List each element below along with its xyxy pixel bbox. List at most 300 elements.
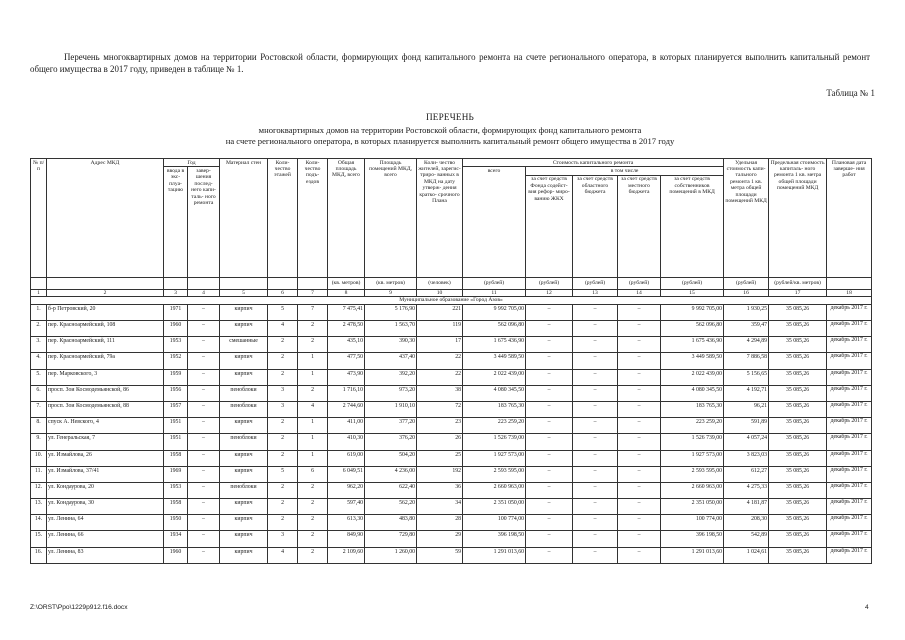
unit-cell: (кв. метров) — [365, 277, 417, 289]
row-cost-owners: 183 765,30 — [661, 401, 724, 417]
row-cost-regional: – — [573, 515, 618, 531]
row-cost-local: – — [618, 321, 661, 337]
row-year-commission: 1959 — [164, 369, 188, 385]
row-cost-total: 9 992 705,00 — [463, 304, 526, 320]
column-number-cell: 5 — [220, 289, 268, 297]
row-premises-area: 5 176,90 — [365, 304, 417, 320]
row-number: 16. — [31, 547, 47, 563]
row-planned-end: декабрь 2017 г. — [827, 337, 872, 353]
footer-file-path: Z:\ORST\Ppo\1229p912.f16.docx — [30, 604, 128, 611]
row-floors: 2 — [268, 369, 298, 385]
row-entrances: 2 — [298, 499, 328, 515]
row-floors: 2 — [268, 434, 298, 450]
row-year-last-repair: – — [188, 337, 220, 353]
row-unit-cost: 1 930,25 — [724, 304, 769, 320]
row-number: 7. — [31, 401, 47, 417]
row-entrances: 1 — [298, 450, 328, 466]
row-cost-local: – — [618, 304, 661, 320]
row-unit-cost: 4 057,24 — [724, 434, 769, 450]
row-max-cost: 35 085,26 — [769, 401, 827, 417]
row-entrances: 1 — [298, 418, 328, 434]
row-number: 6. — [31, 385, 47, 401]
row-year-last-repair: – — [188, 450, 220, 466]
row-address: ул. Ленина, 64 — [47, 515, 164, 531]
row-planned-end: декабрь 2017 г. — [827, 466, 872, 482]
row-cost-total: 1 675 436,90 — [463, 337, 526, 353]
row-premises-area: 622,40 — [365, 482, 417, 498]
row-year-last-repair: – — [188, 434, 220, 450]
row-unit-cost: 542,89 — [724, 531, 769, 547]
row-year-commission: 1951 — [164, 434, 188, 450]
row-planned-end: декабрь 2017 г. — [827, 369, 872, 385]
row-year-commission: 1958 — [164, 499, 188, 515]
row-year-last-repair: – — [188, 515, 220, 531]
row-premises-area: 376,20 — [365, 434, 417, 450]
column-number-cell: 12 — [526, 289, 573, 297]
row-year-commission: 1953 — [164, 482, 188, 498]
row-cost-fund: – — [526, 353, 573, 369]
row-premises-area: 973,20 — [365, 385, 417, 401]
row-total-area: 2 744,60 — [328, 401, 365, 417]
row-residents: 59 — [417, 547, 463, 563]
row-residents: 23 — [417, 418, 463, 434]
intro-paragraph: Перечень многоквартирных домов на территории Ростовской области, формирующих фонд капитального ремонта на счете регионального оператора, в которых планируется выполнить капитальный ремонт общего имущества в 2017 году, приведен в таблице № 1. — [30, 52, 870, 75]
row-premises-area: 437,40 — [365, 353, 417, 369]
row-residents: 25 — [417, 450, 463, 466]
row-total-area: 1 716,10 — [328, 385, 365, 401]
row-total-area: 473,90 — [328, 369, 365, 385]
row-premises-area: 377,20 — [365, 418, 417, 434]
row-total-area: 597,40 — [328, 499, 365, 515]
row-cost-total: 2 660 963,00 — [463, 482, 526, 498]
row-cost-fund: – — [526, 418, 573, 434]
row-wall-material: пеноблоки — [220, 401, 268, 417]
row-cost-total: 1 291 013,60 — [463, 547, 526, 563]
row-premises-area: 562,20 — [365, 499, 417, 515]
row-cost-regional: – — [573, 531, 618, 547]
row-total-area: 2 478,50 — [328, 321, 365, 337]
row-max-cost: 35 085,26 — [769, 337, 827, 353]
column-number-cell: 4 — [188, 289, 220, 297]
row-max-cost: 35 085,26 — [769, 369, 827, 385]
row-cost-local: – — [618, 531, 661, 547]
row-planned-end: декабрь 2017 г. — [827, 321, 872, 337]
row-wall-material: кирпич — [220, 321, 268, 337]
row-unit-cost: 4 181,87 — [724, 499, 769, 515]
unit-cell: (рублей) — [463, 277, 526, 289]
row-cost-regional: – — [573, 499, 618, 515]
table-row — [31, 353, 872, 369]
row-cost-owners: 2 593 595,00 — [661, 466, 724, 482]
row-cost-owners: 4 080 345,50 — [661, 385, 724, 401]
column-number-cell: 13 — [573, 289, 618, 297]
row-number: 13. — [31, 499, 47, 515]
row-max-cost: 35 085,26 — [769, 304, 827, 320]
row-unit-cost: 1 024,61 — [724, 547, 769, 563]
unit-cell — [298, 277, 328, 289]
row-unit-cost: 4 294,89 — [724, 337, 769, 353]
row-entrances: 4 — [298, 401, 328, 417]
column-number-cell: 2 — [47, 289, 164, 297]
row-entrances: 2 — [298, 385, 328, 401]
row-cost-fund: – — [526, 401, 573, 417]
row-cost-fund: – — [526, 515, 573, 531]
row-cost-local: – — [618, 499, 661, 515]
row-entrances: 2 — [298, 321, 328, 337]
row-premises-area: 504,20 — [365, 450, 417, 466]
row-total-area: 7 475,41 — [328, 304, 365, 320]
unit-cell: (кв. метров) — [328, 277, 365, 289]
row-address: спуск А. Невского, 4 — [47, 418, 164, 434]
column-number-cell: 15 — [661, 289, 724, 297]
row-unit-cost: 3 823,03 — [724, 450, 769, 466]
row-floors: 2 — [268, 418, 298, 434]
col-header-wall-material: Материал стен — [220, 159, 268, 278]
row-total-area: 2 109,60 — [328, 547, 365, 563]
row-year-commission: 1971 — [164, 304, 188, 320]
column-number-cell: 11 — [463, 289, 526, 297]
row-residents: 22 — [417, 353, 463, 369]
row-residents: 26 — [417, 434, 463, 450]
table-row — [31, 321, 872, 337]
row-cost-local: – — [618, 547, 661, 563]
unit-cell — [47, 277, 164, 289]
row-year-commission: 1952 — [164, 353, 188, 369]
unit-cell — [827, 277, 872, 289]
row-wall-material: кирпич — [220, 418, 268, 434]
document-subtitle — [30, 125, 870, 146]
row-floors: 4 — [268, 321, 298, 337]
row-planned-end: декабрь 2017 г. — [827, 434, 872, 450]
row-total-area: 435,10 — [328, 337, 365, 353]
unit-cell — [188, 277, 220, 289]
row-number: 12. — [31, 482, 47, 498]
row-cost-fund: – — [526, 321, 573, 337]
row-cost-regional: – — [573, 304, 618, 320]
row-cost-owners: 1 675 436,90 — [661, 337, 724, 353]
row-cost-total: 100 774,00 — [463, 515, 526, 531]
row-wall-material: кирпич — [220, 353, 268, 369]
row-cost-regional: – — [573, 337, 618, 353]
row-premises-area: 392,20 — [365, 369, 417, 385]
row-wall-material: кирпич — [220, 369, 268, 385]
row-cost-total: 3 449 589,50 — [463, 353, 526, 369]
row-cost-fund: – — [526, 482, 573, 498]
row-year-last-repair: – — [188, 499, 220, 515]
col-header-planned-end: Плановая дата заверше- ния работ — [827, 159, 872, 278]
row-year-last-repair: – — [188, 385, 220, 401]
table-row — [31, 515, 872, 531]
row-cost-local: – — [618, 482, 661, 498]
row-cost-fund: – — [526, 547, 573, 563]
row-unit-cost: 591,89 — [724, 418, 769, 434]
col-header-including: в том числе — [526, 167, 724, 175]
row-year-last-repair: – — [188, 321, 220, 337]
row-wall-material: пеноблоки — [220, 385, 268, 401]
row-cost-fund: – — [526, 466, 573, 482]
row-cost-total: 2 022 439,00 — [463, 369, 526, 385]
row-floors: 2 — [268, 515, 298, 531]
row-address: просп. Зои Космодемьянской, 88 — [47, 401, 164, 417]
row-cost-local: – — [618, 515, 661, 531]
row-unit-cost: 208,30 — [724, 515, 769, 531]
row-cost-local: – — [618, 337, 661, 353]
row-year-commission: 1956 — [164, 385, 188, 401]
table-row — [31, 499, 872, 515]
unit-cell: (рублей) — [661, 277, 724, 289]
column-number-cell: 9 — [365, 289, 417, 297]
row-year-last-repair: – — [188, 547, 220, 563]
row-floors: 2 — [268, 353, 298, 369]
col-header-cost-regional: за счет средств областного бюджета — [573, 175, 618, 277]
row-residents: 17 — [417, 337, 463, 353]
row-entrances: 1 — [298, 353, 328, 369]
table-row — [31, 482, 872, 498]
row-address: просп. Зои Космодемьянской, 86 — [47, 385, 164, 401]
row-cost-total: 1 526 739,00 — [463, 434, 526, 450]
col-header-max-cost: Предельная стоимость капиталь- ного ремонта 1 кв. метра общей площади помещений МКД — [769, 159, 827, 278]
table-body — [31, 297, 872, 564]
row-address: ул. Кондаурова, 30 — [47, 499, 164, 515]
col-header-address: Адрес МКД — [47, 159, 164, 278]
row-year-commission: 1960 — [164, 321, 188, 337]
row-total-area: 962,20 — [328, 482, 365, 498]
row-address: пер. Марковского, 3 — [47, 369, 164, 385]
row-planned-end: декабрь 2017 г. — [827, 531, 872, 547]
row-unit-cost: 4 192,71 — [724, 385, 769, 401]
table-row — [31, 531, 872, 547]
row-number: 1. — [31, 304, 47, 320]
row-year-commission: 1960 — [164, 547, 188, 563]
column-number-cell: 16 — [724, 289, 769, 297]
column-number-cell: 18 — [827, 289, 872, 297]
table-row — [31, 434, 872, 450]
row-cost-regional: – — [573, 482, 618, 498]
row-cost-fund: – — [526, 385, 573, 401]
row-total-area: 619,00 — [328, 450, 365, 466]
row-cost-owners: 1 291 013,60 — [661, 547, 724, 563]
row-year-last-repair: – — [188, 304, 220, 320]
row-total-area: 613,30 — [328, 515, 365, 531]
table-row — [31, 337, 872, 353]
row-total-area: 849,90 — [328, 531, 365, 547]
row-premises-area: 4 236,00 — [365, 466, 417, 482]
row-max-cost: 35 085,26 — [769, 482, 827, 498]
row-year-last-repair: – — [188, 401, 220, 417]
footer-page-number: 4 — [865, 604, 869, 611]
row-cost-total: 223 259,20 — [463, 418, 526, 434]
row-max-cost: 35 085,26 — [769, 434, 827, 450]
row-planned-end: декабрь 2017 г. — [827, 515, 872, 531]
row-address: ул. Кондаурова, 20 — [47, 482, 164, 498]
row-address: пер. Красноармейский, 79а — [47, 353, 164, 369]
row-residents: 38 — [417, 385, 463, 401]
row-cost-local: – — [618, 418, 661, 434]
row-entrances: 2 — [298, 547, 328, 563]
table-row — [31, 418, 872, 434]
subtitle-line-1: многоквартирных домов на территории Ростовской области, формирующих фонд капитального ремонта — [258, 125, 642, 135]
row-floors: 2 — [268, 337, 298, 353]
row-number: 4. — [31, 353, 47, 369]
col-header-year-last-repair: завер- шения послед- него капи- таль- ного ремонта — [188, 167, 220, 277]
row-floors: 2 — [268, 499, 298, 515]
row-address: ул. Ленина, 66 — [47, 531, 164, 547]
row-cost-owners: 3 449 589,50 — [661, 353, 724, 369]
row-planned-end: декабрь 2017 г. — [827, 401, 872, 417]
row-cost-regional: – — [573, 321, 618, 337]
unit-cell: (рублей) — [526, 277, 573, 289]
document-title: ПЕРЕЧЕНЬ — [425, 112, 475, 122]
row-cost-local: – — [618, 466, 661, 482]
row-cost-fund: – — [526, 434, 573, 450]
row-wall-material: кирпич — [220, 547, 268, 563]
row-cost-regional: – — [573, 418, 618, 434]
row-cost-fund: – — [526, 369, 573, 385]
row-cost-total: 1 927 573,00 — [463, 450, 526, 466]
row-floors: 3 — [268, 385, 298, 401]
row-address: пер. Красноармейский, 111 — [47, 337, 164, 353]
row-residents: 221 — [417, 304, 463, 320]
row-cost-fund: – — [526, 531, 573, 547]
row-max-cost: 35 085,26 — [769, 466, 827, 482]
column-number-cell: 8 — [328, 289, 365, 297]
row-cost-owners: 1 526 739,00 — [661, 434, 724, 450]
row-cost-local: – — [618, 385, 661, 401]
row-address: пер. Красноармейский, 108 — [47, 321, 164, 337]
row-number: 10. — [31, 450, 47, 466]
row-planned-end: декабрь 2017 г. — [827, 450, 872, 466]
row-unit-cost: 7 886,58 — [724, 353, 769, 369]
row-floors: 2 — [268, 450, 298, 466]
row-cost-owners: 9 992 705,00 — [661, 304, 724, 320]
row-total-area: 410,30 — [328, 434, 365, 450]
row-cost-fund: – — [526, 450, 573, 466]
row-wall-material: кирпич — [220, 531, 268, 547]
row-residents: 29 — [417, 531, 463, 547]
col-header-num: № п/п — [31, 159, 47, 278]
row-address: ул. Измайлова, 26 — [47, 450, 164, 466]
row-entrances: 2 — [298, 515, 328, 531]
unit-cell: (рублей) — [573, 277, 618, 289]
row-year-commission: 1951 — [164, 418, 188, 434]
unit-cell: (рублей) — [618, 277, 661, 289]
col-header-year-commission: ввода в экс- плуа- тацию — [164, 167, 188, 277]
row-cost-owners: 100 774,00 — [661, 515, 724, 531]
row-cost-total: 4 080 345,50 — [463, 385, 526, 401]
row-premises-area: 483,80 — [365, 515, 417, 531]
row-max-cost: 35 085,26 — [769, 531, 827, 547]
row-year-commission: 1950 — [164, 515, 188, 531]
row-entrances: 7 — [298, 304, 328, 320]
unit-cell — [31, 277, 47, 289]
row-cost-local: – — [618, 401, 661, 417]
row-wall-material: смешанные — [220, 337, 268, 353]
row-residents: 192 — [417, 466, 463, 482]
col-header-total-area: Общая площадь МКД, всего — [328, 159, 365, 278]
row-max-cost: 35 085,26 — [769, 353, 827, 369]
column-number-cell: 10 — [417, 289, 463, 297]
row-cost-local: – — [618, 450, 661, 466]
housing-register-table — [30, 158, 872, 564]
row-floors: 5 — [268, 304, 298, 320]
column-number-cell: 3 — [164, 289, 188, 297]
row-residents: 119 — [417, 321, 463, 337]
row-unit-cost: 5 156,65 — [724, 369, 769, 385]
units-row — [31, 277, 872, 289]
row-cost-regional: – — [573, 450, 618, 466]
row-year-commission: 1957 — [164, 401, 188, 417]
row-residents: 34 — [417, 499, 463, 515]
row-cost-owners: 2 351 050,00 — [661, 499, 724, 515]
row-residents: 36 — [417, 482, 463, 498]
row-premises-area: 1 260,00 — [365, 547, 417, 563]
subtitle-line-2: на счете регионального оператора, в которых планируется выполнить капитальный ремонт общего имущества в 2017 году — [225, 135, 675, 146]
row-planned-end: декабрь 2017 г. — [827, 499, 872, 515]
row-wall-material: кирпич — [220, 304, 268, 320]
column-number-cell: 14 — [618, 289, 661, 297]
row-year-last-repair: – — [188, 353, 220, 369]
table-row — [31, 450, 872, 466]
col-header-entrances: Коли- чество подъ- ездов — [298, 159, 328, 278]
row-cost-total: 183 765,30 — [463, 401, 526, 417]
unit-cell — [164, 277, 188, 289]
row-cost-local: – — [618, 353, 661, 369]
col-header-premises-area: Площадь помещений МКД, всего — [365, 159, 417, 278]
housing-register-table-wrap — [30, 158, 871, 564]
municipality-name: Муниципальное образование «Город Азов» — [31, 297, 872, 305]
column-number-cell: 7 — [298, 289, 328, 297]
col-header-unit-cost: Удельная стоимость капи- тального ремонта 1 кв. метра общей площади помещений МКД — [724, 159, 769, 278]
row-total-area: 6 049,51 — [328, 466, 365, 482]
row-max-cost: 35 085,26 — [769, 547, 827, 563]
col-header-cost-owners: за счет средств собственников помещений в МКД — [661, 175, 724, 277]
row-unit-cost: 612,27 — [724, 466, 769, 482]
row-max-cost: 35 085,26 — [769, 321, 827, 337]
row-number: 3. — [31, 337, 47, 353]
row-cost-total: 396 198,50 — [463, 531, 526, 547]
col-header-residents: Коли- чество жителей, зарегис- триро- ванных в МКД на дату утверж- дения кратко- срочного Плана — [417, 159, 463, 278]
unit-cell — [220, 277, 268, 289]
row-cost-regional: – — [573, 369, 618, 385]
table-row — [31, 304, 872, 320]
row-entrances: 1 — [298, 369, 328, 385]
table-row — [31, 547, 872, 563]
row-max-cost: 35 085,26 — [769, 418, 827, 434]
table-row — [31, 369, 872, 385]
row-max-cost: 35 085,26 — [769, 450, 827, 466]
row-year-last-repair: – — [188, 531, 220, 547]
row-cost-local: – — [618, 369, 661, 385]
table-row — [31, 385, 872, 401]
row-cost-fund: – — [526, 304, 573, 320]
row-address: б-р Петровский, 20 — [47, 304, 164, 320]
row-cost-regional: – — [573, 353, 618, 369]
row-cost-fund: – — [526, 337, 573, 353]
unit-cell: (человек) — [417, 277, 463, 289]
row-year-commission: 1953 — [164, 337, 188, 353]
row-address: ул. Генеральская, 7 — [47, 434, 164, 450]
row-total-area: 477,50 — [328, 353, 365, 369]
row-entrances: 1 — [298, 434, 328, 450]
col-header-floors: Коли- чество этажей — [268, 159, 298, 278]
row-unit-cost: 359,47 — [724, 321, 769, 337]
row-premises-area: 1 910,10 — [365, 401, 417, 417]
row-premises-area: 390,30 — [365, 337, 417, 353]
row-cost-total: 2 351 050,00 — [463, 499, 526, 515]
row-year-commission: 1958 — [164, 450, 188, 466]
row-planned-end: декабрь 2017 г. — [827, 418, 872, 434]
row-planned-end: декабрь 2017 г. — [827, 482, 872, 498]
